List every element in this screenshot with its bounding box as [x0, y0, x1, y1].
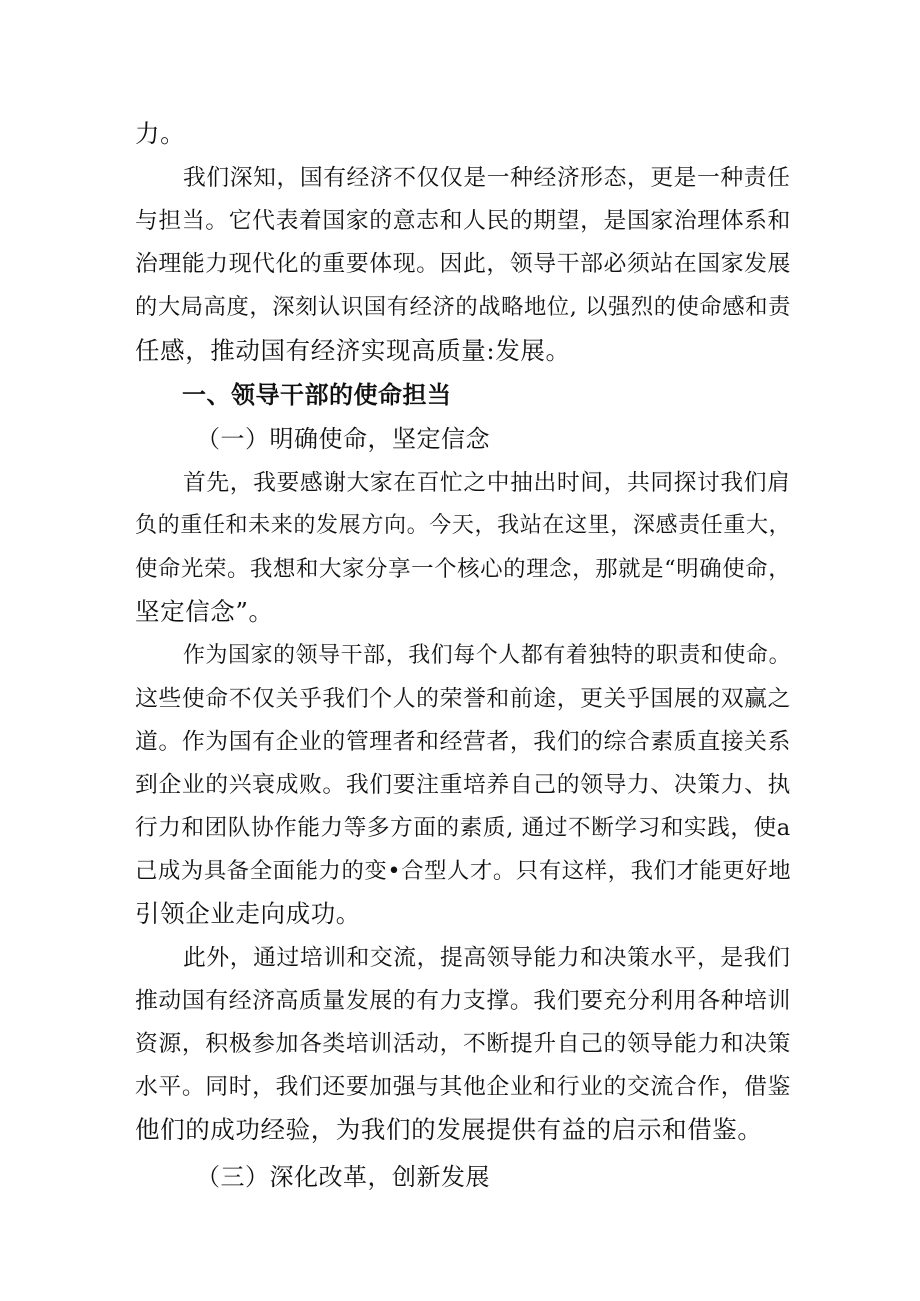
paragraph-line: 这些使命不仅关乎我们个人的荣誉和前途，更关乎国展的双赢之	[135, 686, 791, 712]
paragraph-line: 首先，我要感谢大家在百忙之中抽出时间，共同探讨我们肩	[183, 470, 791, 496]
paragraph-line: 此外，通过培训和交流，提高领导能力和决策水平，是我们	[183, 945, 791, 971]
paragraph-line: 负的重任和未来的发展方向。今天，我站在这里，深感责任重大，	[135, 513, 792, 538]
paragraph-line: 使命光荣。我想和大家分享一个核心的理念，那就是“明确使命，	[135, 556, 792, 582]
paragraph-line: 治理能力现代化的重要体现。因此，领导干部必须站在国家发展	[135, 251, 791, 277]
paragraph-line: 我们深知，国有经济不仅仅是一种经济形态，更是一种责任	[183, 165, 791, 191]
paragraph-line: 资源，积极参加各类培训活动，不断提升自己的领导能力和决策	[135, 1031, 791, 1057]
paragraph-line: 水平。同时，我们还要加强与其他企业和行业的交流合作，借鉴	[135, 1074, 791, 1100]
paragraph-line: 到企业的兴衰成败。我们要注重培养自己的领导力、决策力、执	[135, 772, 791, 798]
paragraph-line: 坚定信念”。	[135, 597, 274, 626]
paragraph-line: 道。作为国有企业的管理者和经营者，我们的综合素质直接关系	[135, 729, 791, 755]
paragraph-line: 行力和团队协作能力等多方面的素质, 通过不断学习和实践，使a	[135, 815, 791, 841]
subsection-heading: （三）深化改革，创新发展	[196, 1163, 490, 1191]
paragraph-line: 力。	[135, 119, 186, 148]
paragraph-line: 作为国家的领导干部，我们每个人都有着独特的职责和使命。	[183, 643, 792, 668]
paragraph-line: 他们的成功经验，为我们的发展提供有益的启示和借鉴。	[135, 1115, 763, 1144]
paragraph-line: 己成为具备全面能力的变•合型人才。只有这样，我们才能更好地	[135, 858, 792, 884]
paragraph-line: 任感，推动国有经济实现高质量:发展。	[135, 336, 571, 365]
paragraph-line: 与担当。它代表着国家的意志和人民的期望，是国家治理体系和	[135, 208, 791, 234]
paragraph-line: 的大局高度，深刻认识国有经济的战略地位, 以强烈的使命感和责	[135, 294, 792, 320]
section-heading: 一、领导干部的使命担当	[182, 381, 452, 409]
paragraph-line: 推动国有经济高质量发展的有力支撑。我们要充分利用各种培训	[135, 988, 791, 1014]
subsection-heading: （一）明确使命，坚定信念	[196, 425, 490, 453]
paragraph-line: 引领企业走向成功。	[135, 899, 361, 928]
